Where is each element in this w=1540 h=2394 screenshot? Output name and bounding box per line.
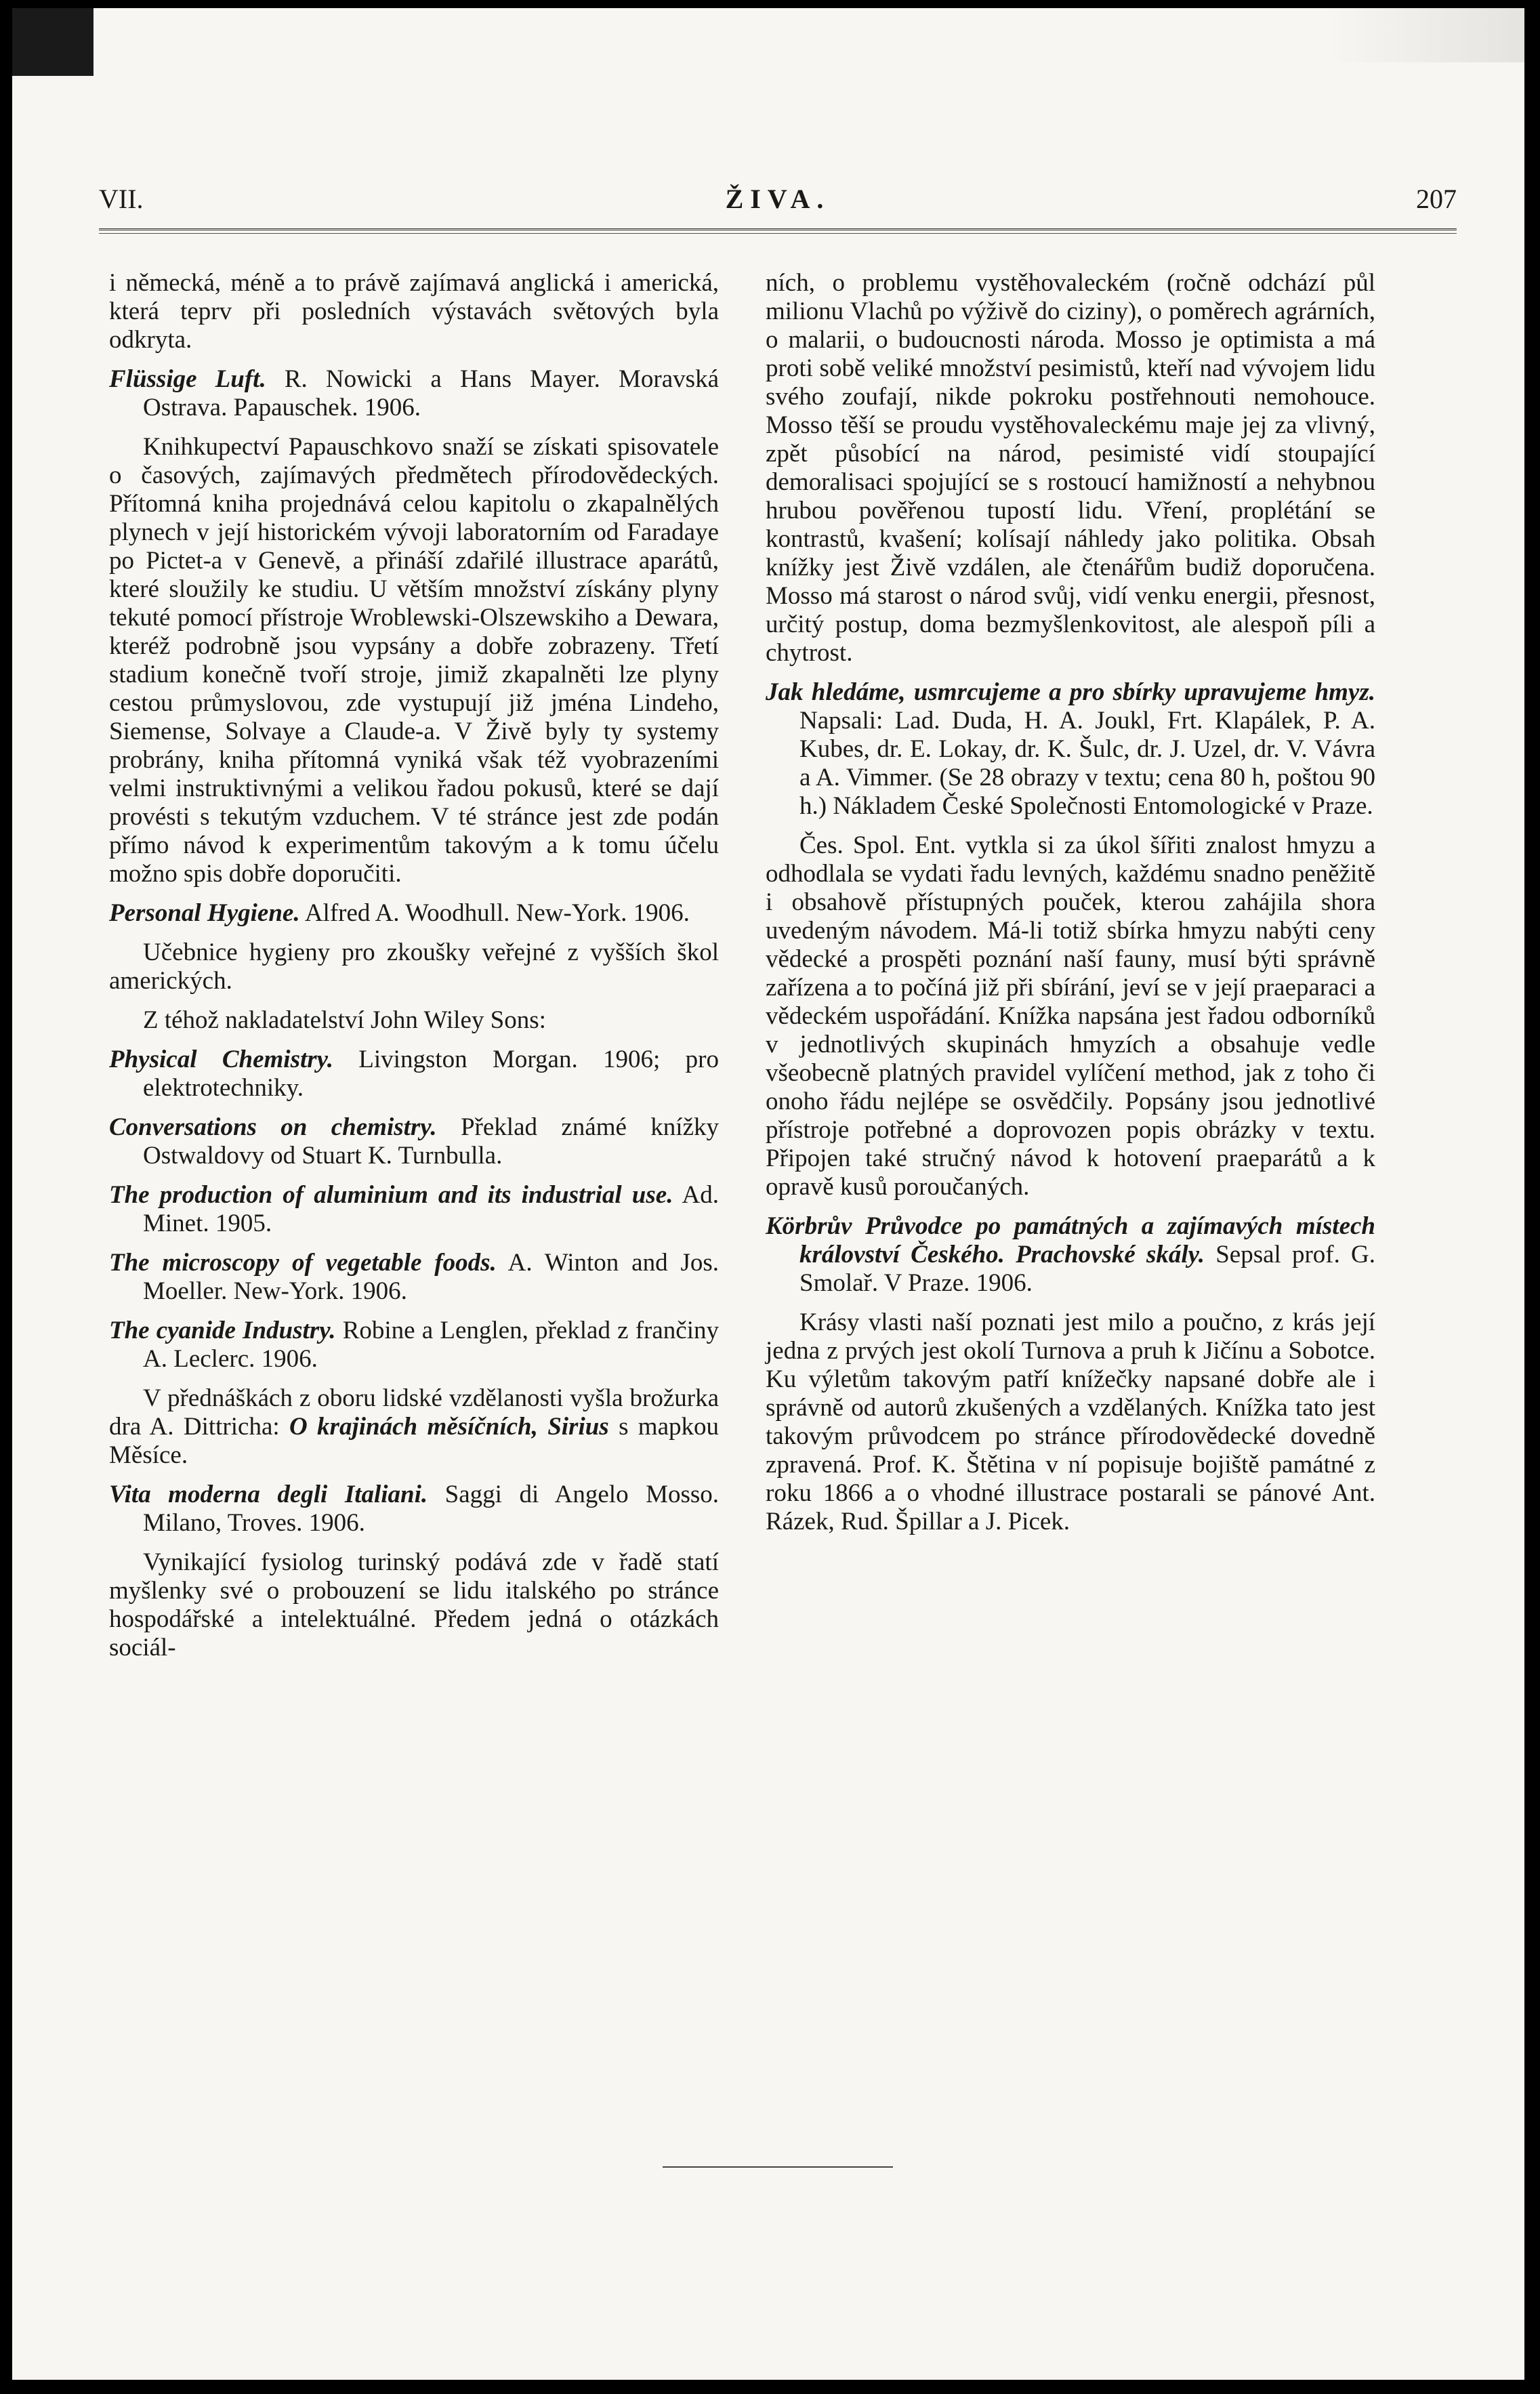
book-entry: [109, 899, 719, 928]
book-details: Sepsal prof. G. Smolař. V Praze. 1906.: [799, 1241, 1376, 1297]
text-run: V přednáškách z oboru lidské vzdělanosti vyšla brožurka dra A. Dittricha:: [109, 1384, 719, 1441]
scan-corner-shade: [1328, 8, 1524, 62]
book-entry: [766, 1212, 1375, 1298]
book-entry: [109, 365, 719, 422]
paragraph: Z téhož nakladatelství John Wiley Sons:: [143, 1006, 546, 1034]
running-header: [99, 183, 1457, 224]
paragraph: [109, 1384, 719, 1470]
book-title: O krajinách měsíčních, Sirius: [289, 1413, 609, 1441]
page-number: 207: [1416, 184, 1457, 214]
volume-number: VII.: [99, 184, 144, 214]
book-entry: [109, 1113, 719, 1170]
paragraph: ních, o problemu vystěhovaleckém (ročně odchází půl milionu Vlachů po výživě do ciziny), o poměrech agrárních, o malarii, o budoucnosti národa. Mosso je optimista a má proti sobě veliké množství pesimistů, kteří nad vývojem lidu svého zoufají, nikde pokroku postřehnouti nemohouce. Mosso těší se proudu vystěhovaleckému maje jej za vlivný, zpět působící na národ, pesimisté vidí stoupající demoralisaci spojující se s rostoucí hamižností a nehybnou hrubou pověřenou tupostí lidu. Vření, proplétání se kontrastů, kvašení; kolísají náhledy jako politika. Obsah knížky jest Živě vzdálen, ale čtenářům budiž doporučena. Mosso má starost o národ svůj, vidí venku energii, přesnost, určitý postup, doma bezmyšlenkovitost, ale alespoň píli a chytrost.: [766, 269, 1375, 667]
paragraph: Čes. Spol. Ent. vytkla si za úkol šířiti znalost hmyzu a odhodlala se vydati řadu levných, každému snadno peněžitě i obsahově přístupných pouček, kterou zahájila shora uvedeným návodem. Má-li totiž sbírka hmyzu nabýti ceny vědecké a prospěti poznání naší fauny, musí býti správně zařízena a to počíná již při sbírání, jeví se v její praeparaci a vědeckém uspořádání. Knížka napsána jest řadou odborníků v jednotlivých skupinách hmyzích a obsahuje vedle všeobecně platných pravidel vylíčení method, jak z toho či onoho řádu nejlépe se osvědčily. Popsány jsou jednotlivé přístroje potřebné a doprovozen popis obrázky v textu. Připojen také stručný návod k hotovení praeparátů a k opravě kusů poroučaných.: [766, 831, 1375, 1201]
scan-edge-mark: [12, 8, 93, 76]
book-details: Napsali: Lad. Duda, H. A. Joukl, Frt. Klapálek, P. A. Kubes, dr. E. Lokay, dr. K. Šulc, dr. J. Uzel, dr. V. Vávra a A. Vimmer. (Se 28 obrazy v textu; cena 80 h, poštou 90 h.) Nákladem České Společnosti Entomologické v Praze.: [799, 707, 1375, 820]
text-run: s mapkou Měsíce.: [109, 1413, 720, 1469]
book-title: Flüssige Luft.: [109, 365, 266, 393]
book-title: Personal Hygiene.: [109, 899, 300, 927]
left-column: [109, 269, 719, 1673]
book-details: Robine a Lenglen, překlad z frančiny A. Leclerc. 1906.: [143, 1317, 719, 1373]
book-title: Conversations on chemistry.: [109, 1113, 437, 1141]
book-details: R. Nowicki a Hans Mayer. Moravská Ostrava. Papauschek. 1906.: [143, 365, 719, 421]
book-entry: [109, 1317, 719, 1374]
book-title: The microscopy of vegetable foods.: [109, 1249, 497, 1277]
book-title: Körbrův Průvodce po památných a zajímavých místech království Českého. Prachovské skály.: [766, 1212, 1375, 1268]
paragraph: Krásy vlasti naší poznati jest milo a poučno, z krás její jedna z prvých jest okolí Turnova a pruh k Jičínu a Sobotce. Ku výletům takovým patří knížečky napsané dobře ale i správně od autorů zkušených a vzdělaných. Knížka tato jest takovým průvodcem po stránce přírodovědecké dovedně zpravená. Prof. K. Štětina v ní popisuje bojiště památné z roku 1866 a o vhodné illustrace postarali se pánové Ant. Rázek, Rud. Špillar a J. Picek.: [766, 1308, 1375, 1535]
book-title: Physical Chemistry.: [109, 1046, 333, 1073]
paragraph: i německá, méně a to právě zajímavá anglická i americká, která teprv při posledních výstavách světových byla odkryta.: [109, 269, 719, 354]
book-details: A. Winton and Jos. Moeller. New-York. 1906.: [143, 1249, 719, 1305]
book-entry: [109, 1481, 719, 1537]
book-details: Livingston Morgan. 1906; pro elektrotechniky.: [143, 1046, 719, 1102]
book-details: Ad. Minet. 1905.: [143, 1181, 719, 1237]
book-entry: [766, 678, 1375, 821]
book-entry: [109, 1046, 719, 1102]
book-title: Jak hledáme, usmrcujeme a pro sbírky upravujeme hmyz.: [766, 678, 1375, 706]
header-rule-thin: [99, 233, 1457, 234]
book-details: Překlad známé knížky Ostwaldovy od Stuart K. Turnbulla.: [143, 1113, 719, 1170]
right-column: [766, 269, 1375, 1547]
book-details: Saggi di Angelo Mosso. Milano, Troves. 1906.: [143, 1481, 720, 1537]
paragraph: Učebnice hygieny pro zkoušky veřejné z vyšších škol amerických.: [109, 938, 719, 995]
footer-rule: [663, 2166, 893, 2168]
journal-title: ŽIVA.: [725, 184, 831, 214]
book-entry: [109, 1249, 719, 1306]
book-entry: [109, 1181, 719, 1238]
paragraph: Knihkupectví Papauschkovo snaží se získati spisovatele o časových, zajímavých předmětech přírodovědeckých. Přítomná kniha projednává celou kapitolu o zkapalnělých plynech v její historickém vývoji laboratorním od Faradaye po Pictet-a v Genevě, a přináší zdařilé illustrace aparátů, které sloužily ke studiu. U větším množství získány plyny tekuté pomocí přístroje Wroblewski-Olszewskiho a Dewara, kteréž podrobně jsou vypsány a dobře zobrazeny. Třetí stadium konečně tvoří stroje, jimiž zkapalněti lze plyny cestou průmyslovou, zde vystupují již jména Lindeho, Siemense, Solvaye a Claude-a. V Živě byly ty systemy probrány, kniha přítomná vyniká však též vyobrazeními velmi instruktivnými a velikou řadou pokusů, které se dají provésti s tekutým vzduchem. V té stránce jest zde podán přímo návod k experimentům takovým a k tomu účelu možno spis dobře doporučiti.: [109, 433, 719, 888]
header-rule: [99, 228, 1457, 230]
book-title: The cyanide Industry.: [109, 1317, 336, 1344]
book-title: The production of aluminium and its industrial use.: [109, 1181, 673, 1209]
book-details: Alfred A. Woodhull. New-York. 1906.: [304, 899, 690, 927]
page: [12, 8, 1524, 2380]
book-title: Vita moderna degli Italiani.: [109, 1481, 428, 1508]
paragraph: Vynikající fysiolog turinský podává zde v řadě statí myšlenky své o probouzení se lidu italského po stránce hospodářské a intelektuálné. Předem jedná o otázkách sociál-: [109, 1548, 719, 1662]
